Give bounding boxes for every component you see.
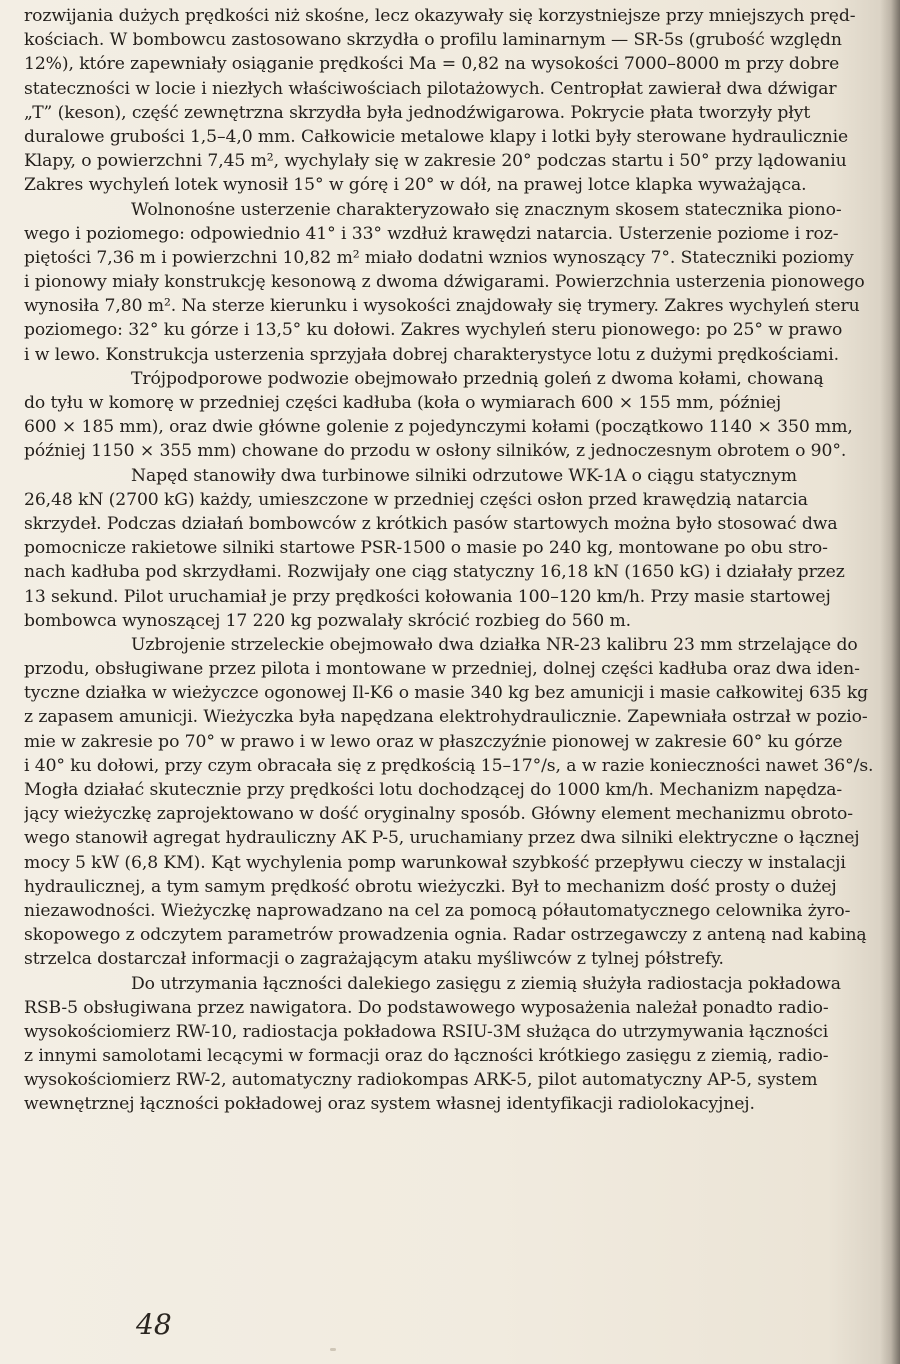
text-line: wego i poziomego: odpowiednio 41° i 33° wzdłuż krawędzi natarcia. Usterzenie poziome i roz-	[24, 223, 839, 244]
text-line: 600 × 185 mm), oraz dwie główne golenie z pojedynczymi kołami (początkowo 1140 × 350 mm,	[24, 417, 853, 438]
text-line: i 40° ku dołowi, przy czym obracała się z prędkością 15–17°/s, a w razie konieczności nawet 36°/s.	[24, 755, 874, 776]
text-line: później 1150 × 355 mm) chowane do przodu w osłony silników, z jednoczesnym obrotem o 90°.	[24, 441, 847, 462]
text-line: Mogła działać skutecznie przy prędkości lotu dochodzącej do 1000 km/h. Mechanizm napędza-	[24, 780, 843, 800]
page-number: 48	[136, 1308, 172, 1341]
text-line: 26,48 kN (2700 kG) każdy, umieszczone w przedniej części osłon przed krawędzią natarcia	[24, 489, 808, 510]
text-line: z zapasem amunicji. Wieżyczka była napędzana elektrohydraulicznie. Zapewniała ostrzał w pozio-	[24, 707, 868, 728]
text-line: Trójpodporowe podwozie obejmowało przednią goleń z dwoma kołami, chowaną	[131, 368, 824, 389]
text-line: pomocnicze rakietowe silniki startowe PSR-1500 o masie po 240 kg, montowane po obu stro-	[24, 538, 828, 559]
paragraph-landing-gear	[24, 367, 896, 464]
paragraph-radio	[24, 972, 896, 1117]
text-line: RSB-5 obsługiwana przez nawigatora. Do podstawowego wyposażenia należał ponadto radio-	[24, 997, 829, 1018]
text-line: nach kadłuba pod skrzydłami. Rozwijały one ciąg statyczny 16,18 kN (1650 kG) i działały przez	[24, 562, 845, 583]
text-line: 13 sekund. Pilot uruchamiał je przy prędkości kołowania 100–120 km/h. Przy masie startowej	[24, 586, 831, 607]
text-line: strzelca dostarczał informacji o zagrażającym ataku myśliwców z tylnej półstrefy.	[24, 949, 724, 970]
text-line: przodu, obsługiwane przez pilota i montowane w przedniej, dolnej części kadłuba oraz dwa iden-	[24, 659, 860, 680]
text-line: i w lewo. Konstrukcja usterzenia sprzyjała dobrej charakterystyce lotu z dużymi prędkościami.	[24, 344, 839, 365]
text-line: jący wieżyczkę zaprojektowano w dość oryginalny sposób. Główny element mechanizmu obroto-	[24, 804, 853, 825]
text-line: wego stanowił agregat hydrauliczny AK P-5, uruchamiany przez dwa silniki elektryczne o łącznej	[24, 828, 860, 849]
text-line: do tyłu w komorę w przedniej części kadłuba (koła o wymiarach 600 × 155 mm, później	[24, 393, 782, 413]
text-line: piętości 7,36 m i powierzchni 10,82 m² miało dodatni wznios wynoszący 7°. Stateczniki poziomy	[24, 247, 854, 268]
paper-speck	[330, 1348, 336, 1351]
text-line: tyczne działka w wieżyczce ogonowej Il-K6 o masie 340 kg bez amunicji i masie całkowitej 635 kg	[24, 683, 869, 704]
text-line: hydraulicznej, a tym samym prędkość obrotu wieżyczki. Był to mechanizm dość prosty o dużej	[24, 876, 837, 897]
paragraph-wing	[24, 4, 896, 198]
text-line: 12%), które zapewniały osiąganie prędkości Ma = 0,82 na wysokości 7000–8000 m przy dobre	[24, 54, 840, 75]
text-line: wewnętrznej łączności pokładowej oraz system własnej identyfikacji radiolokacyjnej.	[24, 1094, 755, 1115]
text-line: Do utrzymania łączności dalekiego zasięgu z ziemią służyła radiostacja pokładowa	[131, 973, 841, 994]
text-line: bombowca wynoszącej 17 220 kg pozwalały skrócić rozbieg do 560 m.	[24, 610, 632, 631]
text-line: Napęd stanowiły dwa turbinowe silniki odrzutowe WK-1A o ciągu statycznym	[131, 465, 797, 486]
text-line: z innymi samolotami lecącymi w formacji oraz do łączności krótkiego zasięgu z ziemią, radio-	[24, 1046, 829, 1067]
text-line: wynosiła 7,80 m². Na sterze kierunku i wysokości znajdowały się trymery. Zakres wychyleń steru	[24, 296, 860, 317]
text-line: Zakres wychyleń lotek wynosił 15° w górę i 20° w dół, na prawej lotce klapka wyważająca.	[24, 175, 807, 196]
text-line: duralowe grubości 1,5–4,0 mm. Całkowicie metalowe klapy i lotki były sterowane hydraulicznie	[24, 126, 849, 147]
text-line: i pionowy miały konstrukcję kesonową z dwoma dźwigarami. Powierzchnia usterzenia pionowego	[24, 272, 865, 293]
paragraph-armament	[24, 633, 896, 972]
text-line: „T” (keson), część zewnętrzna skrzydła była jednodźwigarowa. Pokrycie płata tworzyły płyt	[24, 102, 811, 123]
text-line: Uzbrojenie strzeleckie obejmowało dwa działka NR-23 kalibru 23 mm strzelające do	[131, 634, 858, 655]
spine-shadow	[880, 0, 900, 1364]
text-line: skrzydeł. Podczas działań bombowców z krótkich pasów startowych można było stosować dwa	[24, 513, 838, 534]
text-line: mie w zakresie po 70° w prawo i w lewo oraz w płaszczyźnie pionowej w zakresie 60° ku górze	[24, 731, 843, 752]
text-line: kościach. W bombowcu zastosowano skrzydła o profilu laminarnym — SR-5s (grubość względn	[24, 30, 842, 51]
paragraph-engines	[24, 464, 896, 633]
text-line: niezawodności. Wieżyczkę naprowadzano na cel za pomocą półautomatycznego celownika żyro-	[24, 900, 851, 921]
text-line: wysokościomierz RW-10, radiostacja pokładowa RSIU-3M służąca do utrzymywania łączności	[24, 1021, 829, 1042]
text-line: mocy 5 kW (6,8 KM). Kąt wychylenia pomp warunkował szybkość przepływu cieczy w instalacji	[24, 852, 846, 873]
text-line: stateczności w locie i niezłych właściwościach pilotażowych. Centropłat zawierał dwa dźwigar	[24, 78, 837, 99]
text-line: skopowego z odczytem parametrów prowadzenia ognia. Radar ostrzegawczy z anteną nad kabiną	[24, 925, 867, 946]
paragraph-tail	[24, 198, 896, 367]
text-line: Klapy, o powierzchni 7,45 m², wychylały się w zakresie 20° podczas startu i 50° przy lądowaniu	[24, 151, 847, 172]
text-line: poziomego: 32° ku górze i 13,5° ku dołowi. Zakres wychyleń steru pionowego: po 25° w prawo	[24, 320, 843, 341]
body-text	[24, 4, 896, 1117]
text-line: wysokościomierz RW-2, automatyczny radiokompas ARK-5, pilot automatyczny AP-5, system	[24, 1070, 818, 1091]
text-line: Wolnonośne usterzenie charakteryzowało się znacznym skosem statecznika piono-	[131, 199, 842, 220]
text-line: rozwijania dużych prędkości niż skośne, lecz okazywały się korzystniejsze przy mniejszych pręd-	[24, 6, 856, 26]
